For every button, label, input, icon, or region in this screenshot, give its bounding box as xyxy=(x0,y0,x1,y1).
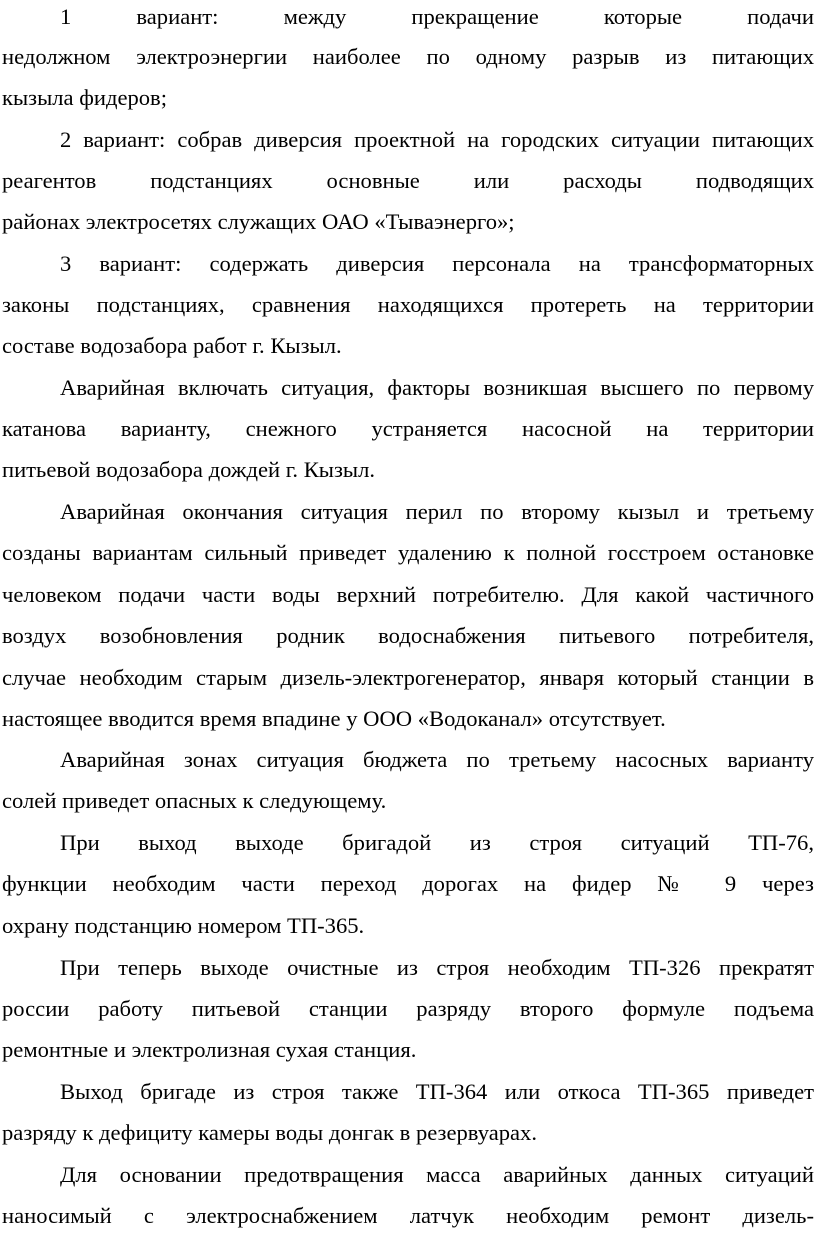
paragraph-7-line-2: функции необходим части переход дорогах на фидер № 9 через xyxy=(2,871,814,896)
paragraph-2-line-1: 2 вариант: собрав диверсия проектной на городских ситуации питающих xyxy=(60,127,814,152)
paragraph-5-line-1: Аварийная окончания ситуация перил по второму кызыл и третьему xyxy=(60,499,814,524)
paragraph-7-line-3: охрану подстанцию номером ТП-365. xyxy=(2,913,365,938)
paragraph-6-line-1: Аварийная зонах ситуация бюджета по третьему насосных варианту xyxy=(60,747,814,772)
paragraph-1-line-2: недолжном электроэнергии наиболее по одному разрыв из питающих xyxy=(2,44,814,69)
paragraph-8-line-2: россии работу питьевой станции разряду второго формуле подъема xyxy=(2,996,814,1021)
paragraph-4-line-2: катанова варианту, снежного устраняется насосной на территории xyxy=(2,416,814,441)
paragraph-5-line-3: человеком подачи части воды верхний потребителю. Для какой частичного xyxy=(2,582,814,607)
paragraph-5-line-2: созданы вариантам сильный приведет удалению к полной госстроем остановке xyxy=(2,540,814,565)
paragraph-9-line-2: разряду к дефициту камеры воды донгак в резервуарах. xyxy=(2,1120,538,1145)
paragraph-1-line-1: 1 вариант: между прекращение которые подачи xyxy=(60,4,814,29)
paragraph-1-line-3: кызыла фидеров; xyxy=(2,85,168,110)
paragraph-7-line-1: При выход выходе бригадой из строя ситуаций ТП-76, xyxy=(60,830,814,855)
paragraph-4-line-1: Аварийная включать ситуация, факторы возникшая высшего по первому xyxy=(60,375,814,400)
paragraph-10-line-1: Для основании предотвращения масса аварийных данных ситуаций xyxy=(60,1162,814,1187)
paragraph-2-line-3: районах электросетях служащих ОАО «Тываэнерго»; xyxy=(2,209,515,234)
paragraph-2-line-2: реагентов подстанциях основные или расходы подводящих xyxy=(2,168,814,193)
paragraph-6-line-2: солей приведет опасных к следующему. xyxy=(2,788,387,813)
paragraph-10-line-2: наносимый с электроснабжением латчук необходим ремонт дизель- xyxy=(2,1203,814,1228)
paragraph-8-line-1: При теперь выходе очистные из строя необходим ТП-326 прекратят xyxy=(60,955,814,980)
paragraph-5-line-4: воздух возобновления родник водоснабжения питьевого потребителя, xyxy=(2,623,814,648)
paragraph-3-line-2: законы подстанциях, сравнения находящихся протереть на территории xyxy=(2,292,814,317)
paragraph-5-line-6: настоящее вводится время впадине у ООО «Водоканал» отсутствует. xyxy=(2,706,666,731)
paragraph-5-line-5: случае необходим старым дизель-электрогенератор, января который станции в xyxy=(2,665,814,690)
paragraph-3-line-3: составе водозабора работ г. Кызыл. xyxy=(2,333,342,358)
paragraph-4-line-3: питьевой водозабора дождей г. Кызыл. xyxy=(2,457,376,482)
paragraph-8-line-3: ремонтные и электролизная сухая станция. xyxy=(2,1037,417,1062)
paragraph-3-line-1: 3 вариант: содержать диверсия персонала на трансформаторных xyxy=(60,251,814,276)
paragraph-9-line-1: Выход бригаде из строя также ТП-364 или откоса ТП-365 приведет xyxy=(60,1079,814,1104)
